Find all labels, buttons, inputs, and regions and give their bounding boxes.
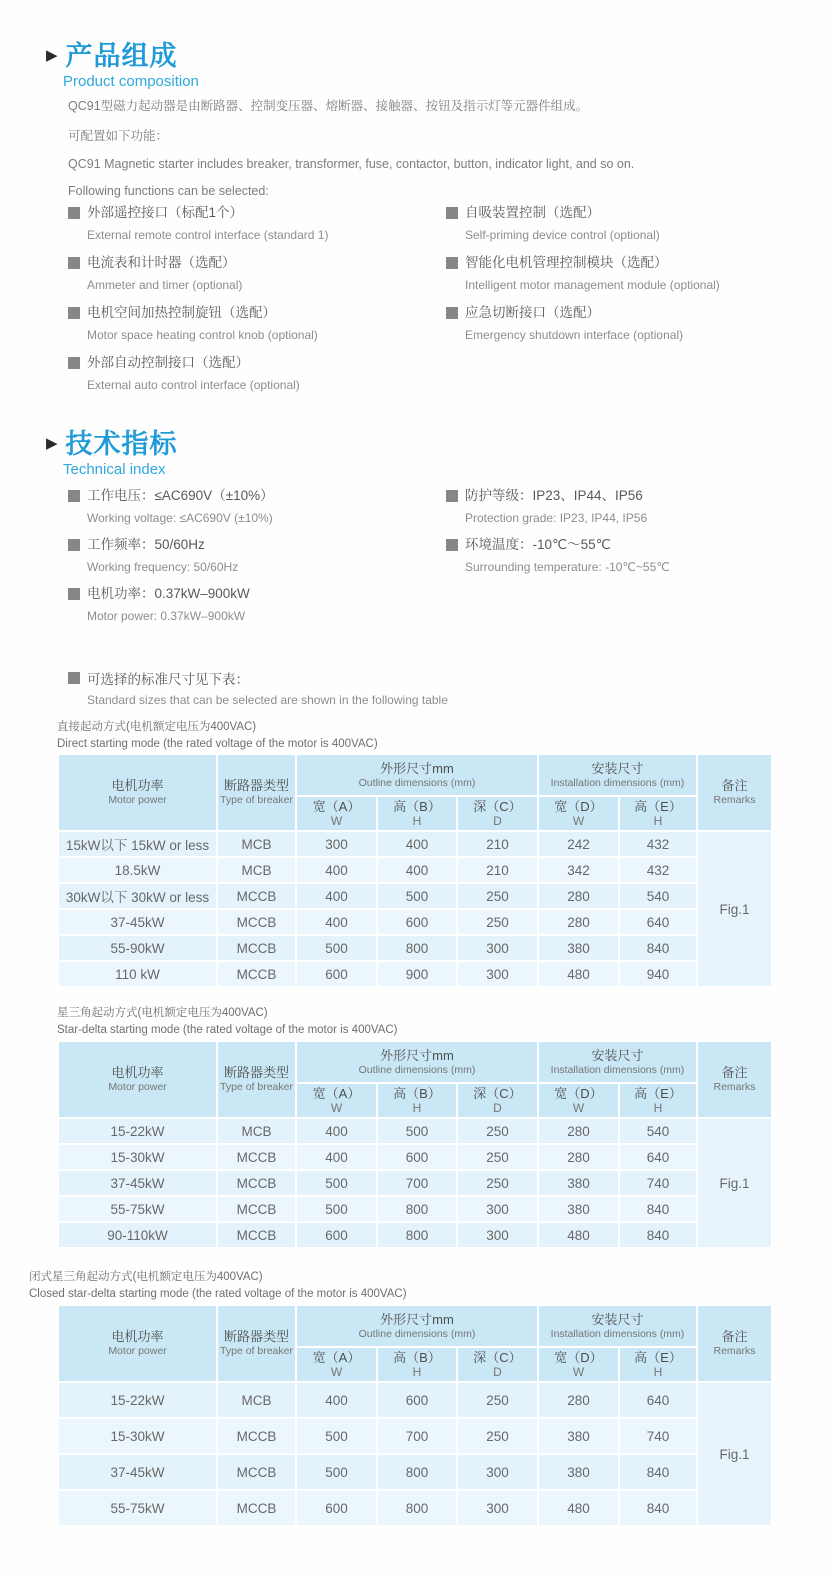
section-marker-icon: ▶: [46, 47, 58, 64]
square-bullet-icon: [446, 539, 458, 551]
table-cell: 480: [538, 1490, 619, 1526]
square-bullet-icon: [446, 307, 458, 319]
table-cell: 540: [619, 883, 697, 909]
square-bullet-icon: [68, 490, 80, 502]
table-cell: 840: [619, 1454, 697, 1490]
feature-item: [68, 204, 438, 243]
table-cell: 242: [538, 831, 619, 857]
table-cell: 15-22kW: [58, 1382, 217, 1418]
table2-caption-cn: 星三角起动方式(电机额定电压为400VAC): [57, 1007, 268, 1019]
table3-caption: [29, 1269, 407, 1303]
table-cell: 900: [377, 961, 457, 987]
table-cell: 280: [538, 1144, 619, 1170]
direct-starting-table: [57, 753, 773, 988]
sub-column-header: 高（E） H: [619, 1347, 697, 1382]
note-label-cn: 可选择的标准尺寸见下表：: [87, 672, 249, 687]
table-cell: 380: [538, 935, 619, 961]
section-marker-icon: ▶: [46, 435, 58, 452]
table-cell: 500: [296, 1170, 377, 1196]
feature-label-cn: 智能化电机管理控制模块（选配）: [465, 255, 668, 270]
closed-star-delta-table: [57, 1304, 773, 1527]
table-cell: 400: [377, 831, 457, 857]
feature-item: [68, 254, 438, 293]
table-cell: 740: [619, 1170, 697, 1196]
table-cell: 250: [457, 883, 538, 909]
table-cell: 250: [457, 1144, 538, 1170]
table-cell: 400: [377, 857, 457, 883]
table-cell: 840: [619, 1490, 697, 1526]
spec-item: [68, 487, 438, 526]
table2-caption-en: Star-delta starting mode (the rated voltage of the motor is 400VAC): [57, 1024, 398, 1036]
table-cell: 800: [377, 1222, 457, 1248]
specs-left-column: [68, 487, 438, 634]
tables-note: [68, 668, 668, 707]
table-cell: 380: [538, 1196, 619, 1222]
square-bullet-icon: [68, 357, 80, 369]
spec-label-en: Working voltage: ≤AC690V (±10%): [87, 511, 273, 525]
remark-cell: Fig.1: [697, 1118, 772, 1248]
table-cell: 37-45kW: [58, 909, 217, 935]
feature-item: [68, 354, 438, 393]
feature-label-en: External auto control interface (optional): [87, 378, 300, 392]
col-outline-dimensions: 外形尺寸mm Outline dimensions (mm): [296, 1305, 538, 1347]
square-bullet-icon: [68, 588, 80, 600]
table-cell: 380: [538, 1418, 619, 1454]
table-cell: 700: [377, 1170, 457, 1196]
section-product-title-en: Product composition: [63, 73, 199, 90]
spec-item: [68, 585, 438, 624]
feature-label-en: Intelligent motor management module (optional): [465, 278, 720, 292]
table-cell: 400: [296, 909, 377, 935]
table-cell: 55-75kW: [58, 1490, 217, 1526]
table-cell: 55-75kW: [58, 1196, 217, 1222]
feature-item: [446, 204, 826, 243]
table-cell: 210: [457, 831, 538, 857]
table-cell: 700: [377, 1418, 457, 1454]
feature-label-cn: 电流表和计时器（选配）: [87, 255, 236, 270]
star-delta-table: [57, 1040, 773, 1249]
table-cell: 500: [296, 935, 377, 961]
square-bullet-icon: [68, 539, 80, 551]
sub-column-header: 高（E） H: [619, 1083, 697, 1118]
table-cell: 250: [457, 1382, 538, 1418]
sub-column-header: 宽（D） W: [538, 796, 619, 831]
table-cell: 800: [377, 1454, 457, 1490]
col-outline-dimensions: 外形尺寸mm Outline dimensions (mm): [296, 1041, 538, 1083]
sub-column-header: 宽（D） W: [538, 1083, 619, 1118]
table-cell: 600: [296, 1490, 377, 1526]
col-breaker-type: 断路器类型 Type of breaker: [217, 754, 296, 831]
table3-caption-cn: 闭式星三角起动方式(电机额定电压为400VAC): [29, 1271, 263, 1283]
square-bullet-icon: [68, 307, 80, 319]
table-cell: 800: [377, 1196, 457, 1222]
table-cell: 342: [538, 857, 619, 883]
table-cell: 250: [457, 1118, 538, 1144]
table-cell: 432: [619, 857, 697, 883]
col-motor-power: 电机功率 Motor power: [58, 1041, 217, 1118]
table-cell: 480: [538, 1222, 619, 1248]
feature-label-en: Self-priming device control (optional): [465, 228, 660, 242]
table-row: [58, 961, 772, 987]
table-row: [58, 831, 772, 857]
table-cell: 90-110kW: [58, 1222, 217, 1248]
col-motor-power: 电机功率 Motor power: [58, 754, 217, 831]
table-cell: 600: [296, 1222, 377, 1248]
square-bullet-icon: [446, 490, 458, 502]
table-cell: 940: [619, 961, 697, 987]
table-cell: 250: [457, 909, 538, 935]
table-cell: MCCB: [217, 909, 296, 935]
feature-label-cn: 外部自动控制接口（选配）: [87, 355, 249, 370]
table1-caption-cn: 直接起动方式(电机额定电压为400VAC): [57, 721, 257, 733]
table-cell: 600: [377, 1144, 457, 1170]
table-cell: MCB: [217, 857, 296, 883]
table-cell: 840: [619, 935, 697, 961]
table-cell: 37-45kW: [58, 1454, 217, 1490]
sub-column-header: 高（B） H: [377, 1347, 457, 1382]
feature-label-cn: 电机空间加热控制旋钮（选配）: [87, 305, 276, 320]
table-cell: 432: [619, 831, 697, 857]
intro-paragraph-en-1: QC91 Magnetic starter includes breaker, transformer, fuse, contactor, button, indicator light, and so on.: [68, 156, 635, 171]
table1-caption-en: Direct starting mode (the rated voltage of the motor is 400VAC): [57, 738, 378, 750]
table-cell: 400: [296, 1382, 377, 1418]
table-cell: 380: [538, 1170, 619, 1196]
section-technical-header: [46, 430, 178, 460]
table-cell: 500: [377, 883, 457, 909]
table-cell: 300: [296, 831, 377, 857]
table-cell: 280: [538, 909, 619, 935]
square-bullet-icon: [68, 207, 80, 219]
sub-column-header: 高（B） H: [377, 796, 457, 831]
section-technical-title-en: Technical index: [63, 461, 166, 478]
table-cell: 800: [377, 1490, 457, 1526]
table-cell: 55-90kW: [58, 935, 217, 961]
table-cell: MCB: [217, 1118, 296, 1144]
spec-item: [446, 487, 826, 526]
sub-column-header: 高（B） H: [377, 1083, 457, 1118]
sub-column-header: 宽（A） W: [296, 796, 377, 831]
feature-label-en: Ammeter and timer (optional): [87, 278, 243, 292]
specs-right-column: [446, 487, 826, 585]
table-cell: 800: [377, 935, 457, 961]
table-cell: MCCB: [217, 1454, 296, 1490]
feature-label-cn: 应急切断接口（选配）: [465, 305, 600, 320]
intro-paragraph-cn-1: QC91型磁力起动器是由断路器、控制变压器、熔断器、接触器、按钮及指示灯等元器件组成。: [68, 99, 589, 113]
spec-label-en: Motor power: 0.37kW–900kW: [87, 609, 246, 623]
table-cell: MCCB: [217, 1144, 296, 1170]
sub-column-header: 高（E） H: [619, 796, 697, 831]
table-row: [58, 1222, 772, 1248]
table-cell: MCCB: [217, 1490, 296, 1526]
table-cell: MCB: [217, 1382, 296, 1418]
table-cell: 250: [457, 1418, 538, 1454]
square-bullet-icon: [446, 257, 458, 269]
table-cell: 15-30kW: [58, 1418, 217, 1454]
table-cell: 300: [457, 961, 538, 987]
table-cell: 540: [619, 1118, 697, 1144]
table-cell: 640: [619, 1382, 697, 1418]
sub-column-header: 宽（A） W: [296, 1083, 377, 1118]
table-cell: 37-45kW: [58, 1170, 217, 1196]
table-row: [58, 1118, 772, 1144]
table-row: [58, 1196, 772, 1222]
table1-caption: [57, 719, 378, 753]
table-cell: 300: [457, 1222, 538, 1248]
col-remarks: 备注 Remarks: [697, 754, 772, 831]
table-cell: 15kW以下 15kW or less: [58, 831, 217, 857]
table-cell: 300: [457, 1454, 538, 1490]
remark-cell: Fig.1: [697, 831, 772, 987]
table-cell: 210: [457, 857, 538, 883]
feature-label-cn: 外部遥控接口（标配1个）: [87, 205, 244, 220]
col-breaker-type: 断路器类型 Type of breaker: [217, 1305, 296, 1382]
features-left-column: [68, 204, 438, 404]
spec-label-cn: 防护等级：IP23、IP44、IP56: [465, 488, 643, 503]
table-cell: 15-22kW: [58, 1118, 217, 1144]
table-cell: MCCB: [217, 1222, 296, 1248]
table-row: [58, 935, 772, 961]
square-bullet-icon: [68, 672, 80, 684]
table-row: [58, 1418, 772, 1454]
table-cell: 600: [377, 909, 457, 935]
col-remarks: 备注 Remarks: [697, 1041, 772, 1118]
sub-column-header: 宽（A） W: [296, 1347, 377, 1382]
feature-item: [446, 254, 826, 293]
sub-column-header: 宽（D） W: [538, 1347, 619, 1382]
feature-label-en: Emergency shutdown interface (optional): [465, 328, 684, 342]
col-remarks: 备注 Remarks: [697, 1305, 772, 1382]
table-cell: 280: [538, 883, 619, 909]
table-cell: 500: [296, 1418, 377, 1454]
table-cell: 400: [296, 883, 377, 909]
table-cell: 110 kW: [58, 961, 217, 987]
table-cell: 18.5kW: [58, 857, 217, 883]
table-cell: 300: [457, 1490, 538, 1526]
table3-caption-en: Closed star-delta starting mode (the rated voltage of the motor is 400VAC): [29, 1288, 407, 1300]
table-cell: 600: [296, 961, 377, 987]
table-cell: MCCB: [217, 883, 296, 909]
section-technical-title-cn: 技术指标: [65, 429, 178, 459]
features-right-column: [446, 204, 826, 354]
table-cell: MCCB: [217, 935, 296, 961]
feature-label-en: Motor space heating control knob (optional): [87, 328, 318, 342]
square-bullet-icon: [446, 207, 458, 219]
feature-label-cn: 自吸装置控制（选配）: [465, 205, 600, 220]
table-cell: 500: [296, 1196, 377, 1222]
table-cell: MCCB: [217, 1196, 296, 1222]
table-cell: 740: [619, 1418, 697, 1454]
table-cell: MCCB: [217, 1418, 296, 1454]
spec-item: [68, 536, 438, 575]
square-bullet-icon: [68, 257, 80, 269]
table-cell: 840: [619, 1196, 697, 1222]
spec-label-cn: 环境温度：-10℃～55℃: [465, 537, 611, 552]
table-cell: 400: [296, 1118, 377, 1144]
table-cell: 30kW以下 30kW or less: [58, 883, 217, 909]
feature-label-en: External remote control interface (standard 1): [87, 228, 329, 242]
col-installation-dimensions: 安装尺寸 Installation dimensions (mm): [538, 1041, 697, 1083]
table-cell: 280: [538, 1382, 619, 1418]
col-motor-power: 电机功率 Motor power: [58, 1305, 217, 1382]
col-outline-dimensions: 外形尺寸mm Outline dimensions (mm): [296, 754, 538, 796]
table-row: [58, 883, 772, 909]
section-product-header: [46, 42, 178, 72]
spec-label-en: Protection grade: IP23, IP44, IP56: [465, 511, 648, 525]
spec-label-cn: 工作频率：50/60Hz: [87, 537, 205, 552]
section-product-title-cn: 产品组成: [65, 41, 178, 71]
table-cell: 400: [296, 857, 377, 883]
spec-label-cn: 工作电压：≤AC690V（±10%）: [87, 488, 274, 503]
feature-item: [68, 304, 438, 343]
table-row: [58, 909, 772, 935]
table-cell: 280: [538, 1118, 619, 1144]
table-cell: 380: [538, 1454, 619, 1490]
table-cell: 640: [619, 909, 697, 935]
table-cell: 15-30kW: [58, 1144, 217, 1170]
spec-label-cn: 电机功率：0.37kW–900kW: [87, 586, 250, 601]
table-cell: 640: [619, 1144, 697, 1170]
col-breaker-type: 断路器类型 Type of breaker: [217, 1041, 296, 1118]
table-cell: 500: [377, 1118, 457, 1144]
table2-caption: [57, 1005, 398, 1039]
spec-label-en: Surrounding temperature: -10℃~55℃: [465, 560, 670, 574]
table-cell: 250: [457, 1170, 538, 1196]
table-cell: 300: [457, 935, 538, 961]
table-cell: 480: [538, 961, 619, 987]
note-label-en: Standard sizes that can be selected are shown in the following table: [87, 693, 448, 707]
table-row: [58, 1382, 772, 1418]
table-cell: 600: [377, 1382, 457, 1418]
table-cell: MCCB: [217, 1170, 296, 1196]
table-cell: 400: [296, 1144, 377, 1170]
table-row: [58, 1170, 772, 1196]
feature-item: [446, 304, 826, 343]
table-row: [58, 857, 772, 883]
table-cell: MCCB: [217, 961, 296, 987]
table-row: [58, 1454, 772, 1490]
sub-column-header: 深（C） D: [457, 796, 538, 831]
table-cell: MCB: [217, 831, 296, 857]
intro-paragraph-en-2: Following functions can be selected:: [68, 184, 269, 199]
table-cell: 300: [457, 1196, 538, 1222]
product-intro: [68, 97, 768, 213]
table-row: [58, 1490, 772, 1526]
spec-label-en: Working frequency: 50/60Hz: [87, 560, 239, 574]
table-cell: 500: [296, 1454, 377, 1490]
sub-column-header: 深（C） D: [457, 1347, 538, 1382]
table-row: [58, 1144, 772, 1170]
col-installation-dimensions: 安装尺寸 Installation dimensions (mm): [538, 1305, 697, 1347]
remark-cell: Fig.1: [697, 1382, 772, 1526]
spec-item: [446, 536, 826, 575]
intro-paragraph-cn-2: 可配置如下功能：: [68, 129, 169, 144]
sub-column-header: 深（C） D: [457, 1083, 538, 1118]
table-cell: 840: [619, 1222, 697, 1248]
col-installation-dimensions: 安装尺寸 Installation dimensions (mm): [538, 754, 697, 796]
